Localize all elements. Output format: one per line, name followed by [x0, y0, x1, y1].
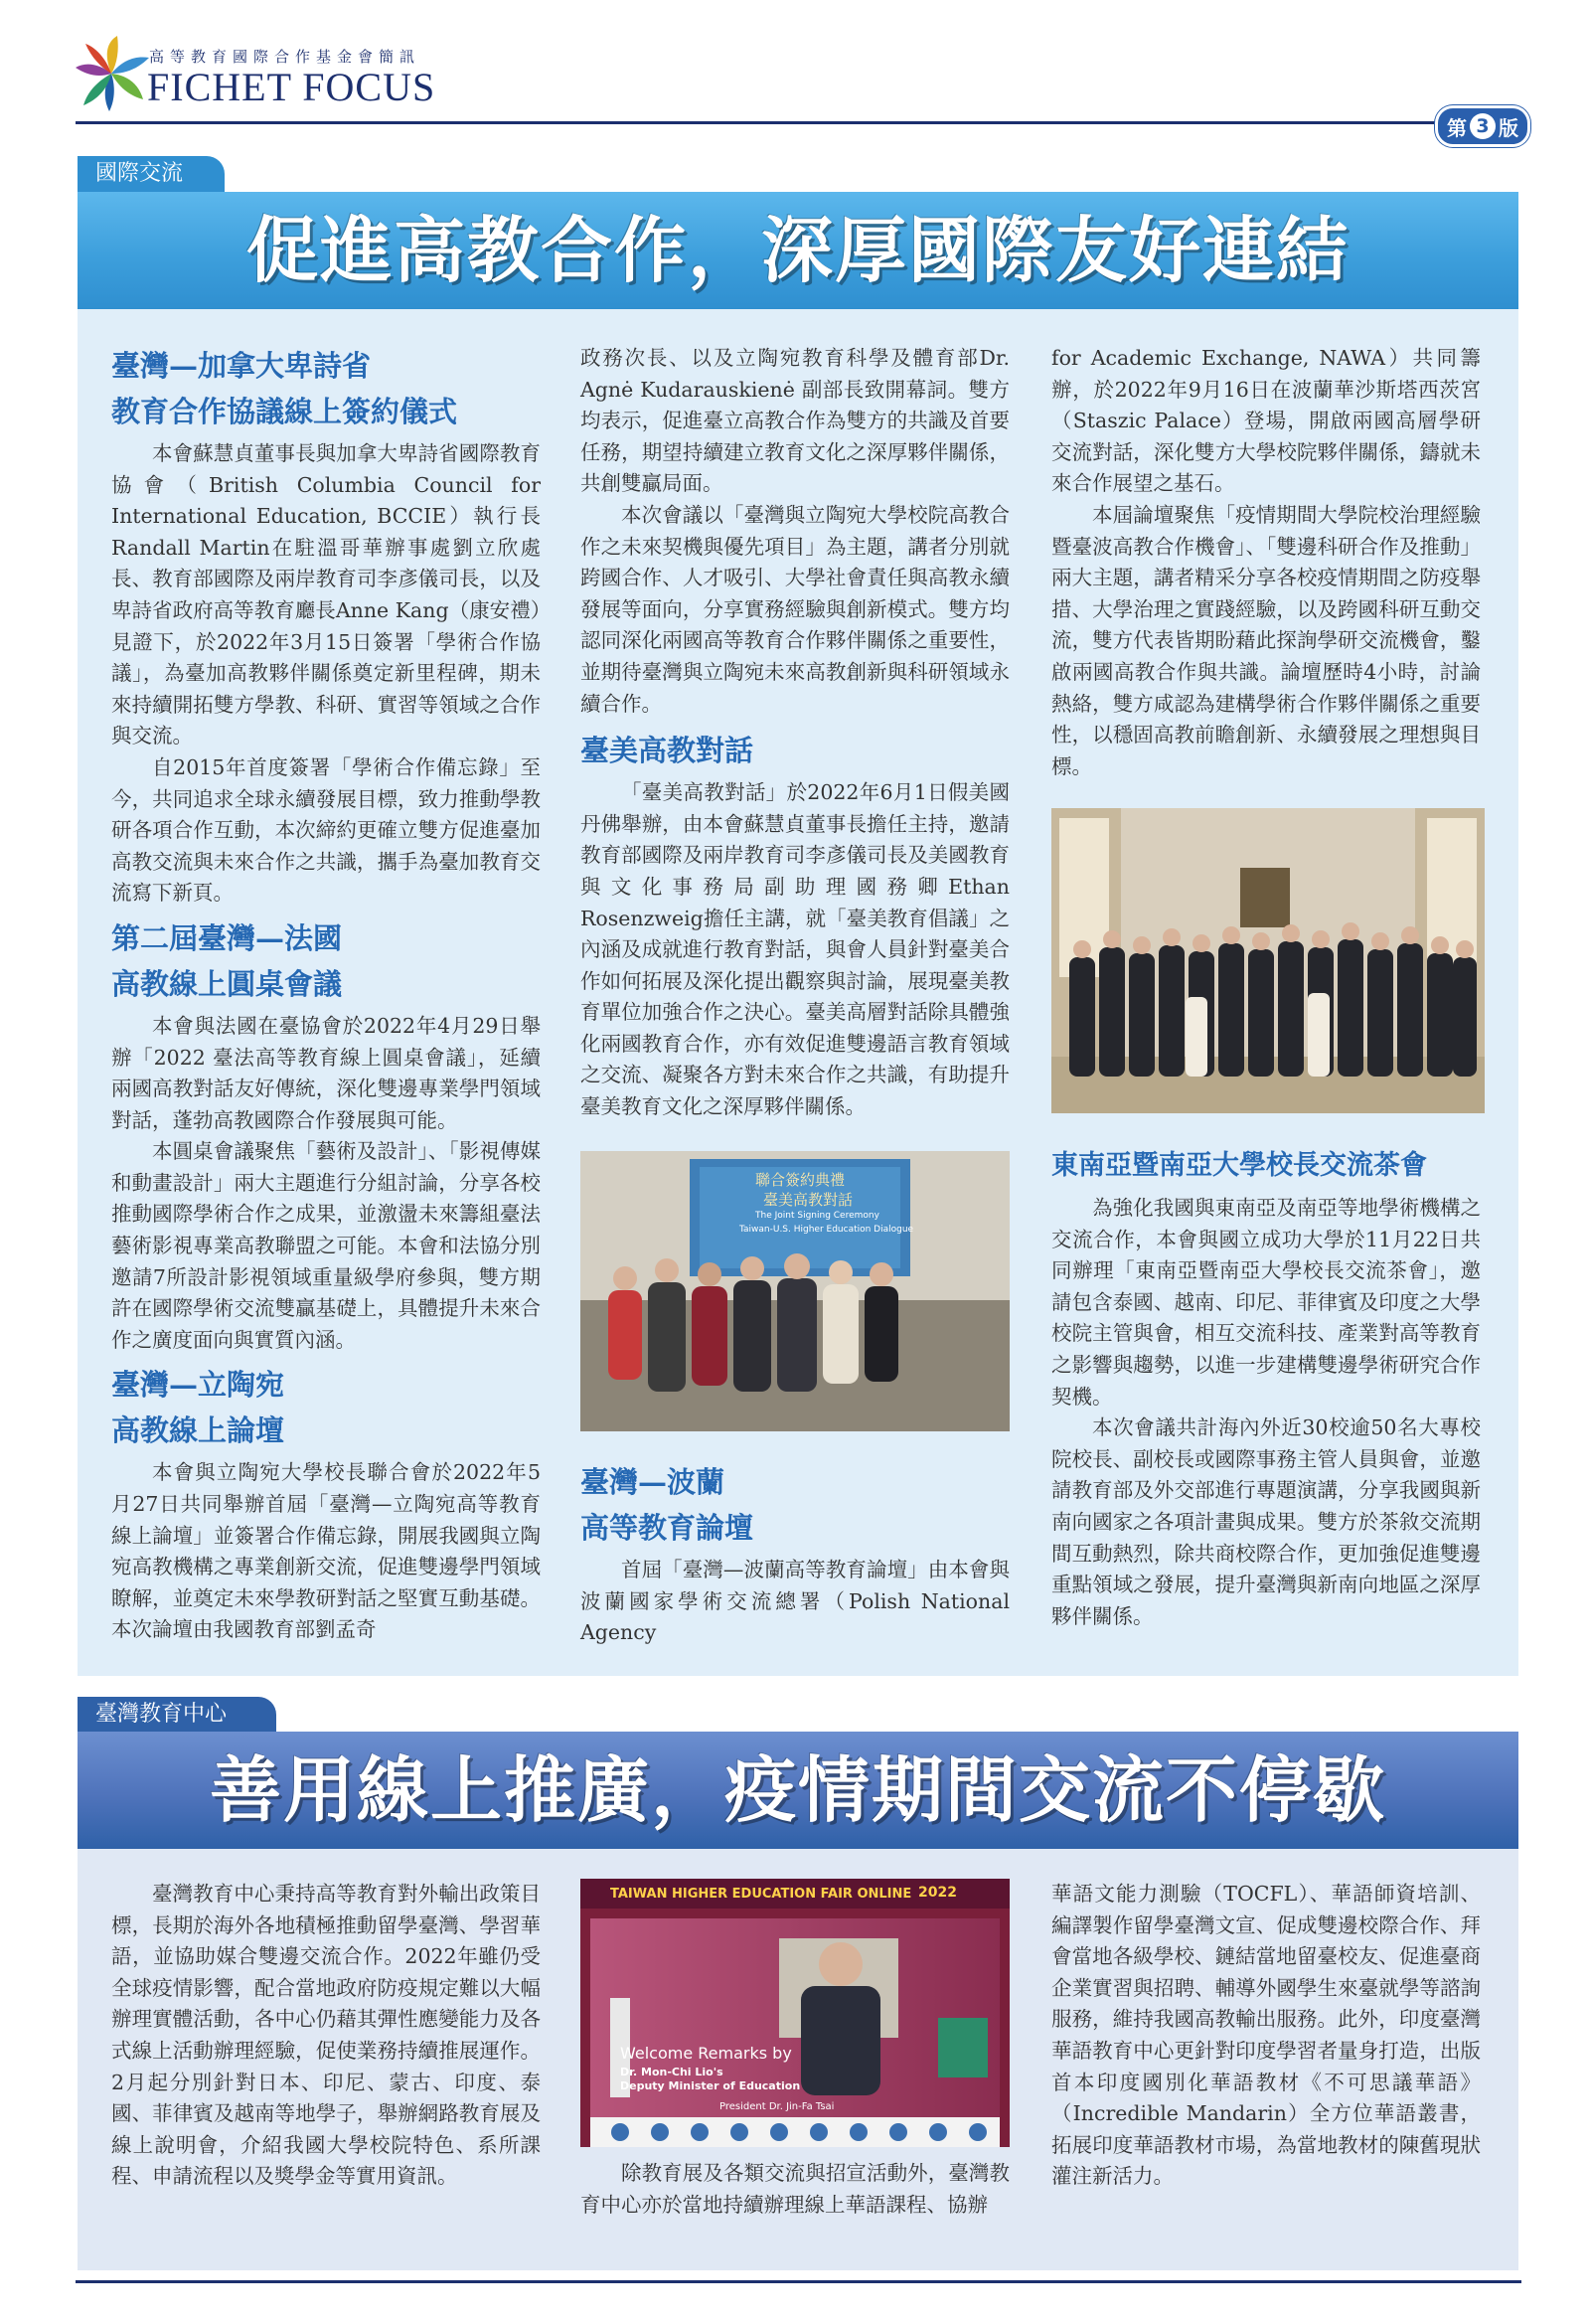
brand-subtitle: 高等教育國際合作基金會簡訊 — [149, 48, 421, 66]
headline-lithuania: 臺灣—立陶宛 高教線上論壇 — [111, 1368, 285, 1448]
paragraph: 為強化我國與東南亞及南亞等地學術機構之交流合作，本會與國立成功大學於11月22日共同辦理「東南亞暨南亞大學校長交流茶會」，邀請包含泰國、越南、印尼、菲律賓及印度之大學校院主管與會，相互交流科技、產業對高等教育之影響與趨勢，以進一步建構雙邊學術研究合作契機。 — [1051, 1196, 1481, 1409]
fair-speaker-name: Dr. Mon-Chi Lio's — [620, 2066, 723, 2078]
page-number-badge — [1435, 105, 1530, 147]
header-divider — [76, 121, 1521, 124]
fair-president-text: President Dr. Jin-Fa Tsai — [719, 2101, 835, 2112]
article-column-2-bottom — [580, 1459, 1010, 1649]
article-column-5 — [580, 2158, 1010, 2221]
photo-screen-title: 聯合簽約典禮 — [755, 1171, 846, 1189]
photo-screen-caption: Taiwan-U.S. Higher Education Dialogue — [739, 1225, 914, 1235]
section-tab-international: 國際交流 — [78, 156, 225, 192]
photo-screen-subtitle: 臺美高教對話 — [763, 1191, 854, 1209]
paragraph: 本會與法國在臺協會於2022年4月29日舉辦「2022 臺法高等教育線上圓桌會議」，延續兩國高教對話友好傳統，深化雙邊專業學門領域對話，蓬勃高教國際合作發展與可能。 — [111, 1013, 541, 1132]
page-prefix: 第 — [1447, 115, 1467, 140]
fichet-logo-icon — [74, 34, 151, 113]
headline-us: 臺美高教對話 — [580, 734, 754, 768]
poland-forum-photo — [1051, 808, 1485, 1113]
section-banner-education-center: 善用線上推廣，疫情期間交流不停歇 — [78, 1732, 1518, 1849]
paragraph: 自2015年首度簽署「學術合作備忘錄」至今，共同追求全球永續發展目標，致力推動學教研各項合作互動，本次締約更確立雙方促進臺加高教交流與未來合作之共識，攜手為臺加教育交流寫下新頁。 — [111, 754, 541, 906]
poland-forum-photo-image — [1051, 808, 1485, 1113]
headline-canada: 臺灣—加拿大卑詩省 教育合作協議線上簽約儀式 — [111, 349, 458, 428]
paragraph: 本圓桌會議聚焦「藝術及設計」、「影視傳媒和動畫設計」兩大主題進行分組討論，分享各校推動國際學術合作之成果，並激盪未來籌組臺法藝術影視專業高教聯盟之可能。本會和法協分別邀請7所設計影視領域重量級學府參與，雙方期許在國際學術交流雙贏基礎上，具體提升未來合作之廣度面向與實質內涵。 — [111, 1139, 541, 1352]
fair-banner-title: TAIWAN HIGHER EDUCATION FAIR ONLINE — [610, 1887, 912, 1902]
paragraph: 本次會議共計海內外近30校逾50名大專校院校長、副校長或國際事務主管人員與會，並邀請教育部及外交部進行專題演講，分享我國與新南向國家之各項計畫與成果。雙方於茶敘交流期間互動熱烈，除共商校際合作，更加強促進雙邊重點領域之發展，提升臺灣與新南向地區之深厚夥伴關係。 — [1051, 1415, 1481, 1628]
paragraph: 本次會議以「臺灣與立陶宛大學校院高教合作之未來契機與優先項目」為主題，講者分別就跨國合作、人才吸引、大學社會責任與高教永續發展等面向，分享實務經驗與創新模式。雙方均認同深化兩國高等教育合作夥伴關係之重要性，並期待臺灣與立陶宛未來高教創新與科研領域永續合作。 — [580, 502, 1010, 716]
fair-speaker-role: Deputy Minister of Education — [620, 2079, 801, 2092]
article-column-6 — [1051, 1879, 1481, 2193]
paragraph: 臺灣教育中心秉持高等教育對外輸出政策目標，長期於海外各地積極推動留學臺灣、學習華語，並協助媒合雙邊交流合作。2022年雖仍受全球疫情影響，配合當地政府防疫規定難以大幅辦理實體活動，各中心仍藉其彈性應變能力及各式線上活動辦理經驗，促使業務持續推展運作。2月起分別針對日本、印尼、蒙古、印度、泰國、菲律賓及越南等地學子，舉辦網路教育展及線上說明會，介紹我國大學校院特色、系所課程、申請流程以及獎學金等實用資訊。 — [111, 1882, 541, 2189]
headline-france: 第二屆臺灣—法國 高教線上圓桌會議 — [111, 920, 343, 1001]
paragraph: 政務次長、以及立陶宛教育科學及體育部Dr. Agnė Kudarauskienė 副部長致開幕詞。雙方均表示，促進臺立高教合作為雙方的共識及首要任務，期望持續建立教育文化之深厚夥伴關係，共創雙贏局面。 — [580, 346, 1010, 496]
article-column-3-top — [1051, 343, 1481, 782]
online-fair-photo — [580, 1879, 1010, 2147]
paragraph: 華語文能力測驗（TOCFL）、華語師資培訓、編譯製作留學臺灣文宣、促成雙邊校際合作、拜會當地各級學校、鏈結當地留臺校友、促進臺商企業實習與招聘、輔導外國學生來臺就學等諮詢服務，維持我國高教輸出服務。此外，印度臺灣華語教育中心更針對印度學習者量身打造，出版首本印度國別化華語教材《不可思議華語》（Incredible Mandarin）全方位華語叢書，拓展印度華語教材市場，為當地教材的陳舊現狀灌注新活力。 — [1051, 1882, 1481, 2189]
section-banner-international: 促進高教合作，深厚國際友好連結 — [78, 192, 1518, 309]
paragraph: 本會蘇慧貞董事長與加拿大卑詩省國際教育協會（British Columbia Council for International Education, BCCIE）執行長Randall Martin在駐溫哥華辦事處劉立欣處長、教育部國際及兩岸教育司李彥儀司長，以及卑詩省政府高等教育廳長Anne Kang（康安禮）見證下，於2022年3月15日簽署「學術合作協議」，為臺加高教夥伴關係奠定新里程碑，期未來持續開拓雙方學教、科研、實習等領域之合作與交流。 — [111, 441, 541, 748]
us-dialogue-photo — [580, 1151, 1010, 1431]
paragraph: for Academic Exchange, NAWA）共同籌辦，於2022年9月16日在波蘭華沙斯塔西茨宮（Staszic Palace）登場，開啟兩國高層學研交流對話，深化雙方大學校院夥伴關係，鑄就未來合作展望之基石。 — [1051, 346, 1481, 496]
fair-welcome-text: Welcome Remarks by — [620, 2044, 792, 2063]
paragraph: 首屆「臺灣—波蘭高等教育論壇」由本會與波蘭國家學術交流總署（Polish National Agency — [580, 1558, 1010, 1645]
paragraph: 「臺美高教對話」於2022年6月1日假美國丹佛舉辦，由本會蘇慧貞董事長擔任主持，邀請教育部國際及兩岸教育司李彥儀司長及美國教育與文化事務局副助理國務卿Ethan Rosenzweig擔任主講，就「臺美教育倡議」之內涵及成就進行教育對話，與會人員針對臺美合作如何拓展及深化提出觀察與討論，展現臺美教育單位加強合作之決心。臺美高層對話除具體強化兩國教育合作，亦有效促進雙邊語言教育領域之交流、凝聚各方對未來合作之共識，有助提升臺美教育文化之深厚夥伴關係。 — [580, 780, 1010, 1119]
paragraph: 除教育展及各類交流與招宣活動外，臺灣教育中心亦於當地持續辦理線上華語課程、協辦 — [580, 2161, 1010, 2217]
fair-banner-year: 2022 — [918, 1885, 957, 1901]
page-number: 3 — [1470, 113, 1496, 139]
page-suffix: 版 — [1499, 115, 1518, 140]
article-column-4 — [111, 1879, 541, 2193]
paragraph: 本屆論壇聚焦「疫情期間大學院校治理經驗暨臺波高教合作機會」、「雙邊科研合作及推動」兩大主題，講者精采分享各校疫情期間之防疫舉措、大學治理之實踐經驗，以及跨國科研互動交流，雙方代表皆期盼藉此探詢學研交流機會，鑿啟兩國高教合作與共識。論壇歷時4小時，討論熱絡，雙方咸認為建構學術合作夥伴關係之重要性，以穩固高教前瞻創新、永續發展之理想與目標。 — [1051, 502, 1481, 778]
article-column-2-top — [580, 343, 1010, 1138]
photo-screen-caption: The Joint Signing Ceremony — [755, 1211, 879, 1221]
headline-poland: 臺灣—波蘭 高等教育論壇 — [580, 1465, 754, 1545]
section-tab-education-center: 臺灣教育中心 — [78, 1697, 276, 1733]
article-column-1 — [111, 343, 541, 1646]
footer-divider — [76, 2280, 1521, 2283]
headline-southeast-asia: 東南亞暨南亞大學校長交流茶會 — [1051, 1150, 1427, 1181]
article-column-3-bottom — [1051, 1143, 1481, 1632]
brand-title: FICHET FOCUS — [147, 65, 436, 109]
paragraph: 本會與立陶宛大學校長聯合會於2022年5月27日共同舉辦首屆「臺灣—立陶宛高等教育線上論壇」並簽署合作備忘錄，開展我國與立陶宛高教機構之專業創新交流，促進雙邊學門領域瞭解，並奠定未來學教研對話之堅實互動基礎。本次論壇由我國教育部劉孟奇 — [111, 1460, 541, 1642]
